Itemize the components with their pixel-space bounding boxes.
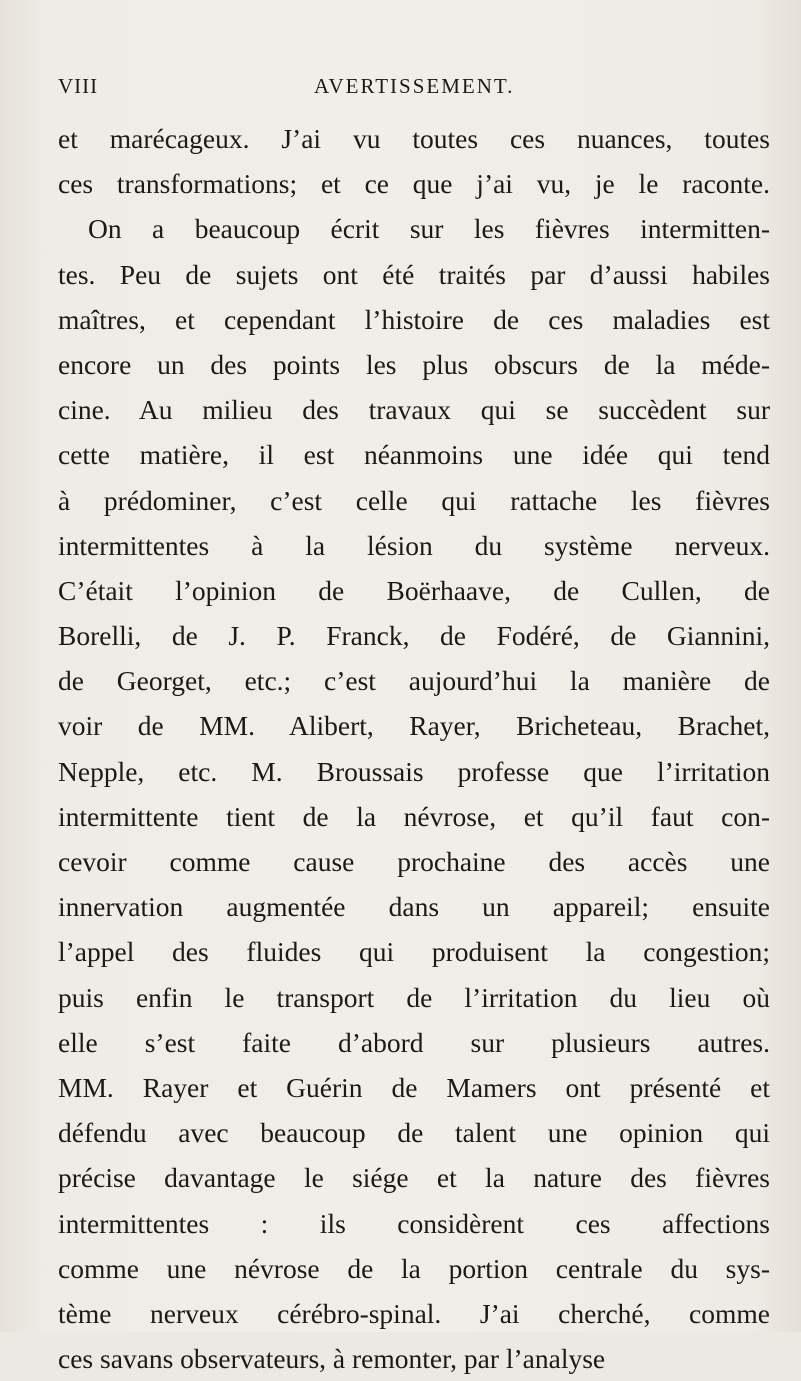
- text-line: de Georget, etc.; c’est aujourd’hui la manière de: [58, 665, 770, 697]
- text-line: tème nerveux cérébro-spinal. J’ai cherché, comme: [58, 1297, 770, 1329]
- text-line: précise davantage le siége et la nature des fièvres: [58, 1162, 770, 1194]
- text-line: intermittentes : ils considèrent ces affections: [58, 1207, 770, 1239]
- text-line: MM. Rayer et Guérin de Mamers ont présenté et: [58, 1071, 770, 1103]
- text-line: puis enfin le transport de l’irritation du lieu où: [58, 981, 770, 1013]
- body-text: [58, 116, 770, 1381]
- page-number: VIII: [58, 74, 99, 98]
- text-line: voir de MM. Alibert, Rayer, Bricheteau, Brachet,: [58, 710, 770, 742]
- text-line: cette matière, il est néanmoins une idée qui tend: [58, 439, 770, 471]
- text-line: comme une névrose de la portion centrale du sys-: [58, 1252, 770, 1284]
- text-line: tes. Peu de sujets ont été traités par d’aussi habiles: [58, 258, 770, 290]
- text-line: Borelli, de J. P. Franck, de Fodéré, de Giannini,: [58, 620, 770, 652]
- text-line: et marécageux. J’ai vu toutes ces nuances, toutes: [58, 123, 770, 154]
- text-line: intermittente tient de la névrose, et qu’il faut con-: [58, 800, 770, 832]
- text-line: l’appel des fluides qui produisent la congestion;: [58, 936, 770, 968]
- text-line: ces savans observateurs, à remonter, par l’analyse: [58, 1343, 606, 1375]
- text-line: ces transformations; et ce que j’ai vu, je le raconte.: [58, 168, 770, 200]
- text-line: C’était l’opinion de Boërhaave, de Cullen, de: [58, 574, 770, 606]
- text-line: cevoir comme cause prochaine des accès une: [58, 846, 770, 877]
- text-line: intermittentes à la lésion du système nerveux.: [58, 529, 770, 561]
- text-line: maîtres, et cependant l’histoire de ces maladies est: [58, 303, 770, 335]
- text-line: elle s’est faite d’abord sur plusieurs autres.: [58, 1026, 770, 1058]
- text-line: On a beaucoup écrit sur les fièvres intermitten-: [88, 213, 770, 245]
- text-line: innervation augmentée dans un appareil; ensuite: [58, 891, 770, 923]
- running-head: [58, 62, 758, 102]
- text-line: Nepple, etc. M. Broussais professe que l’irritation: [58, 755, 770, 787]
- text-line: défendu avec beaucoup de talent une opinion qui: [58, 1117, 770, 1149]
- text-line: à prédominer, c’est celle qui rattache les fièvres: [58, 484, 770, 516]
- text-line: cine. Au milieu des travaux qui se succèdent sur: [58, 394, 770, 426]
- running-title: AVERTISSEMENT.: [314, 74, 515, 98]
- text-line: encore un des points les plus obscurs de la méde-: [58, 348, 770, 380]
